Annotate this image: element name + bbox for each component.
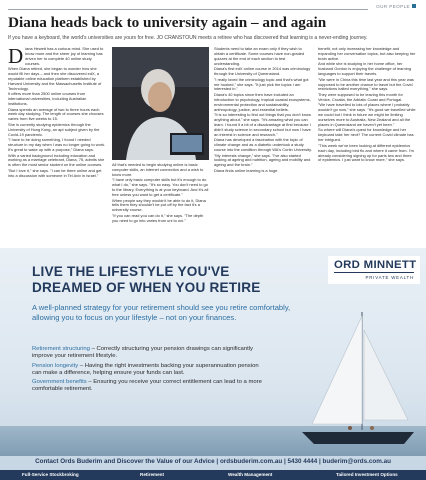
- paragraph: When people say they wouldn't be able to do it, Diana tells them they shouldn't be put off by the fact it's a university course.: [112, 197, 206, 213]
- paragraph: They were supposed to be leaving this month for Venice, Croatia, the Adriatic Coast and Portugal.: [318, 91, 403, 102]
- paragraph: Diana finds online learning is a huge: [214, 167, 278, 173]
- paragraph: "It is so interesting to find out things that you don't know anything about," she says. "It's amazing what you can learn. I found it a bit of a disadvantage at first because I didn't study science in secondary school but now I have an interest in science and research.": [214, 112, 311, 137]
- ad-headline: [32, 264, 261, 296]
- paragraph: It offers more than 2500 online courses from international universities, including Australian institutions.: [8, 91, 87, 106]
- article-column-2: [112, 163, 209, 243]
- article-column-4: [318, 47, 416, 257]
- paragraph: Diana has developed a fascination with the topic of climate change and as a diabetic undertook a study course into the condition through WA's Curtin University.: [214, 137, 312, 152]
- paragraph: Diana spends an average of two to three hours each week day studying. The length of courses she chooses varies from five weeks to 15.: [8, 106, 104, 122]
- paragraph: "We were in China this time last year and this year was supposed to be another chance to travel but the Covid restrictions halted everything," she says.: [318, 76, 414, 92]
- drop-cap: D: [8, 47, 24, 68]
- paragraph: When Diana retired, she began to wonder how she would fill her days – and then she discovered edX, a reputable online education platform established by Harvard University and the Massachusetts Institute of Technology.: [8, 66, 102, 91]
- sailboat-icon: [292, 308, 422, 458]
- paragraph: "But I love it," she says. "I can be there online and get into a discussion with someone in Tel Aviv in Israel.": [8, 167, 102, 178]
- article-standfirst: If you have a keyboard, the world's universities are yours for free. JO CRANSTOUN meets a retiree who has discovered that learning is a never-ending journey.: [8, 35, 368, 41]
- ad-benefit-item: [32, 363, 264, 377]
- paragraph: "I really loved the criminology topic and that's what got me hooked," she says. "It just pick the topics I am interested in.": [214, 76, 309, 92]
- ad-contact-line[interactable]: Contact Ords Buderim and Discover the Value of our Advice | ordsbuderim.com.au | 5430 4444 | buderim@ords.com.au: [35, 458, 391, 465]
- ad-benefit-key: Government benefits: [32, 379, 87, 386]
- ad-benefit-text: – Correctly structuring your pension drawings can significantly improve your retirement lifestyle.: [32, 346, 254, 360]
- ad-benefit-text: – Having the right investments backing your superannuation pension can make a difference, helping ensure your funds can last.: [32, 362, 259, 376]
- paragraph: So where will Diana's quest for knowledge and her keyboard take her next? The current Covid climate has her intrigued.: [318, 127, 414, 143]
- service-item: Full-Service Stockbroking: [22, 472, 79, 477]
- advertisement: [0, 248, 426, 470]
- ad-subtitle: A well-planned strategy for your retirement should see you retire comfortably, allowing you to focus on your lifestyle – not on your finances.: [32, 303, 291, 322]
- paragraph: "This week we've been looking at different epidemics each day, including bird flu and where it came from. I'm already considering signing up for parts two and three of epidemics. I just want to know more," she says.: [318, 142, 414, 163]
- paragraph: "My interests change," she says. "I've also started looking at ageing and nutrition, ageing and mobility and ageing and the brain.": [214, 152, 311, 168]
- section-marker-icon: [412, 4, 416, 8]
- paragraph: "If you can read you can do it," she says. "The depth you need to go into varies from uni to uni.": [112, 212, 204, 223]
- article-headline: Diana heads back to university again – and again: [8, 14, 327, 31]
- ad-benefit-key: Retirement structuring: [32, 346, 90, 352]
- ad-headline-line: LIVE THE LIFESTYLE YOU'VE: [32, 264, 230, 279]
- paragraph: She is currently studying epidemics through the University of Hong Kong, an apt subject given by the Covid-19 pandemic.: [8, 121, 100, 137]
- brand-logo: [328, 256, 420, 284]
- paragraph: iana Hewett has a curious mind. She used to know more and the sheer joy of learning has driven her to complete 40 online study courses.: [25, 47, 104, 66]
- article-column-3: [214, 47, 312, 257]
- paragraph: All that's needed to begin studying online is basic computer skills, an internet connection and a wish to know more.: [112, 163, 204, 177]
- paragraph: benefit, not only increasing her knowledge and expanding her conversation topics, but also keeping her brain active.: [318, 47, 416, 61]
- paragraph: And while she is studying in her home office, her husband Gordon is enjoying the challenge of learning languages to support their travels.: [318, 61, 412, 77]
- section-label: OUR PEOPLE: [376, 4, 416, 9]
- service-item: Retirement: [140, 472, 164, 477]
- paragraph: "We have travelled to lots of places where I probably wouldn't go now," she says. "It's good we travelled while we could but I think in future we might be limiting ourselves more to Australia, New Zealand and all the places in Queensland we haven't yet been.": [318, 102, 416, 127]
- ad-benefits-list: [32, 346, 264, 396]
- paragraph: With a varied background including education and working as a marriage celebrant, Diana, 75, admits she is often the most senior student on the online courses.: [8, 152, 105, 168]
- portrait-image: [112, 47, 209, 160]
- header-rule: [8, 9, 368, 10]
- paragraph: Students need to take an exam only if they wish to obtain a certificate. Some courses have non-graded quizzes at the end of each section to test understanding.: [214, 47, 305, 66]
- paragraph: "I have to be doing something, I found I needed structure in my day when I was no longer going to work. It's great to wake up with a purpose," Diana says.: [8, 137, 106, 152]
- service-item: Wealth Management: [228, 472, 273, 477]
- ad-benefit-text: – Ensuring you receive your correct entitlement can lead to a more comfortable retirement.: [32, 379, 262, 393]
- article-photo: [112, 47, 209, 160]
- logo-divider: [334, 272, 414, 273]
- paragraph: "I have only basic computer skills but it's enough to do what I do," she says. "It's so easy. You don't need to go to the library. Everything is at your keyboard. And it's all free unless you want to get a certificate.": [112, 177, 209, 197]
- paragraph: Diana's first edX online course in 2014 was criminology through the University of Queensland.: [214, 66, 311, 77]
- brand-name: ORD MINNETT: [334, 259, 417, 271]
- brand-tagline: PRIVATE WEALTH: [365, 275, 414, 280]
- article-column-1: [8, 47, 106, 237]
- ad-benefit-key: Pension longevity: [32, 362, 79, 369]
- paragraph: Diana's 40 topics since then have included an introduction to psychology, tropical coastal ecosystems, environmental protection and sustainability, anthropology, justice, and essential beliefs.: [214, 91, 311, 112]
- ad-headline-line: DREAMED OF WHEN YOU RETIRE: [32, 280, 261, 295]
- service-item: Tailored Investment Options: [336, 472, 398, 477]
- ad-benefit-item: [32, 346, 264, 360]
- ad-benefit-item: [32, 379, 264, 393]
